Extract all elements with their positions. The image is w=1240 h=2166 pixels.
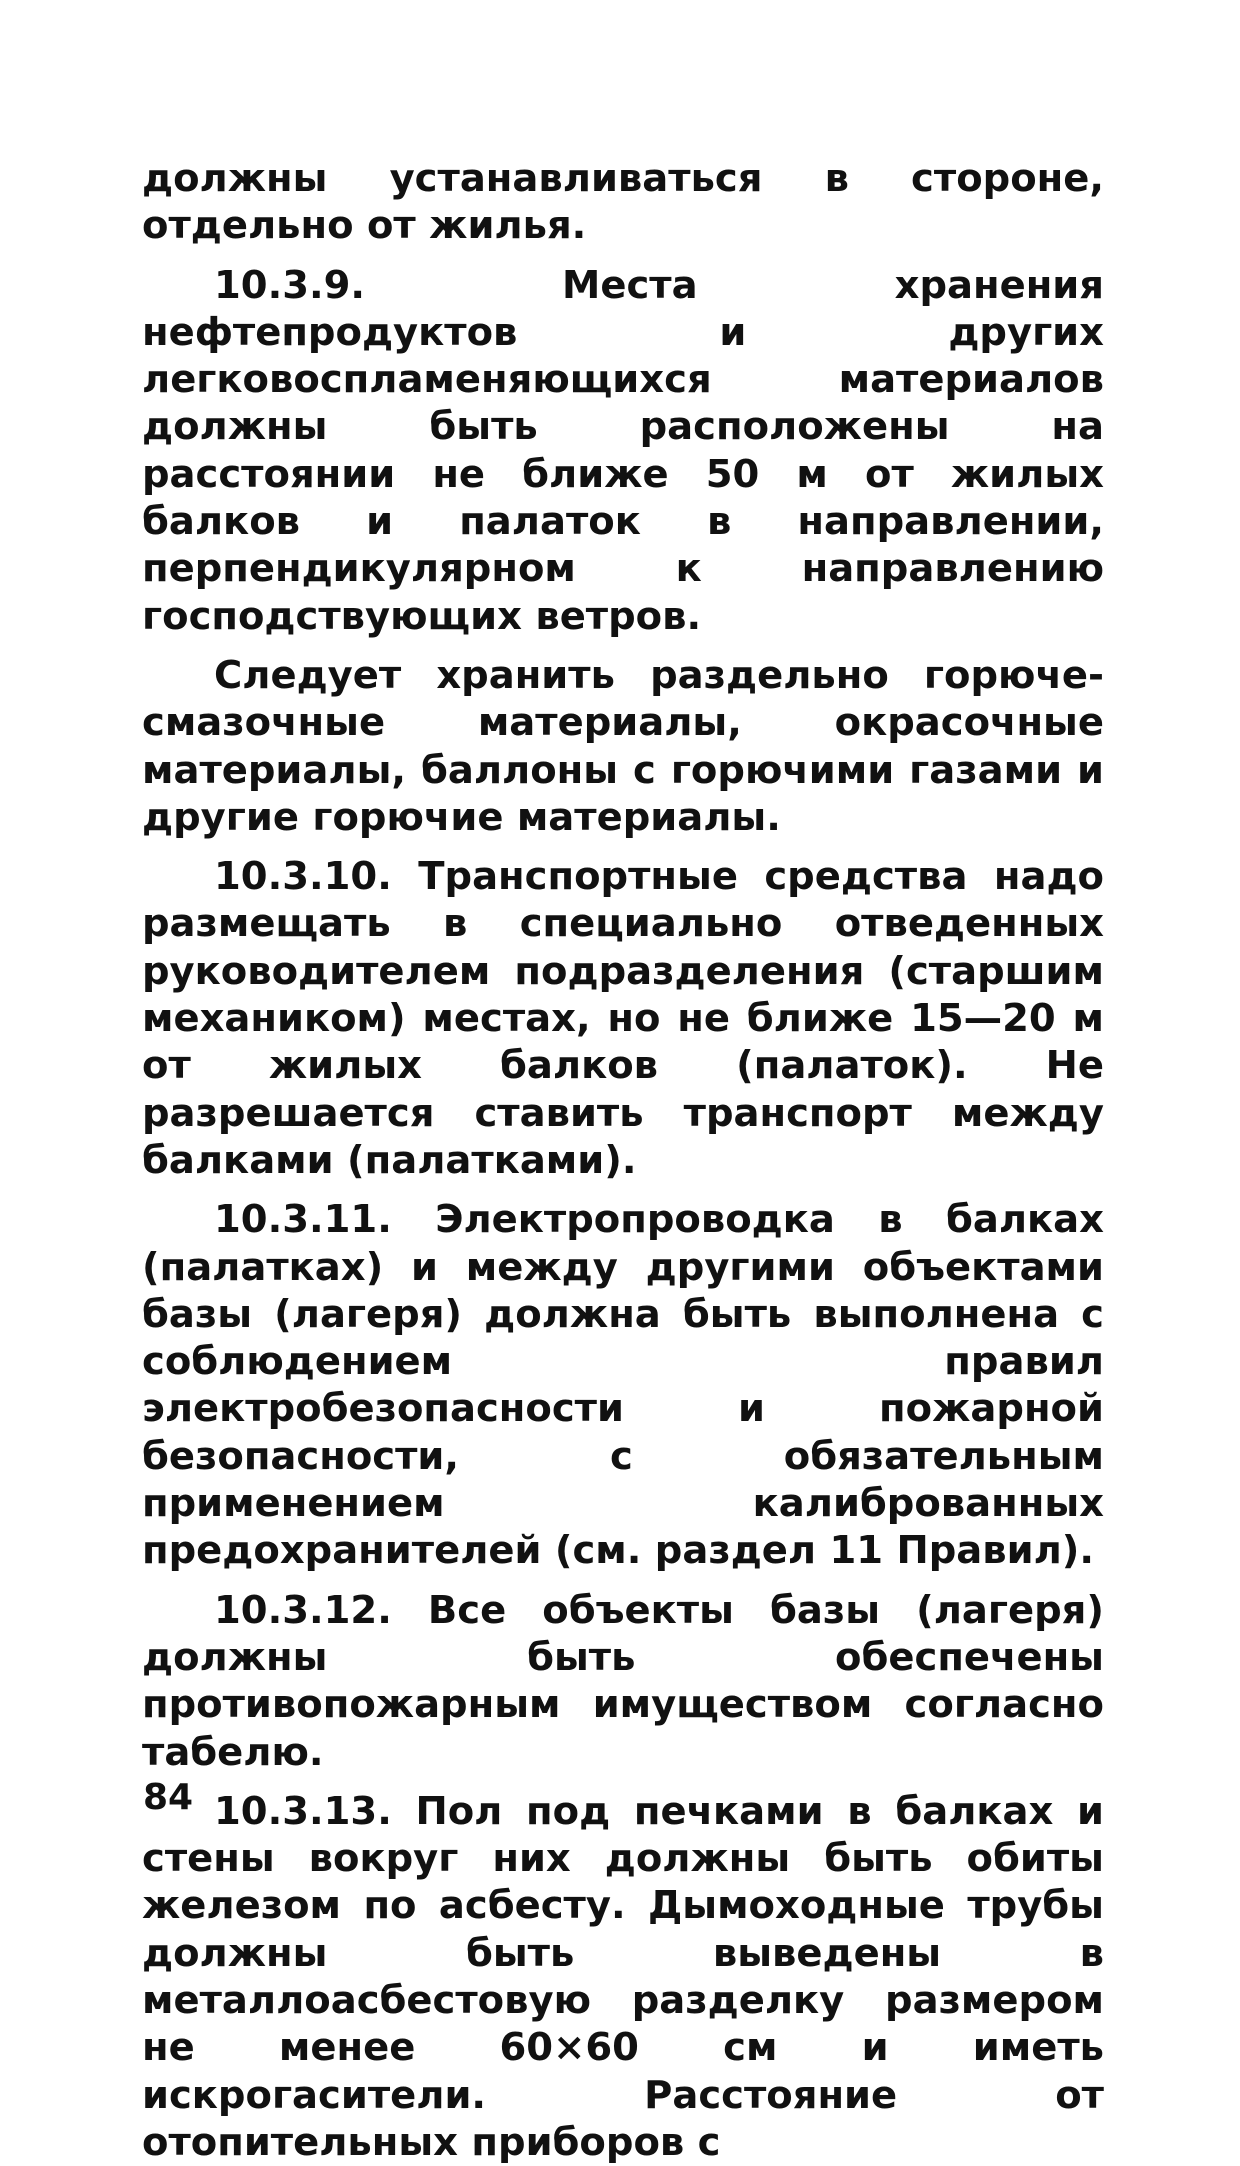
paragraph-continuation: должны устанавливаться в стороне, отдельно от жилья. [142, 156, 1104, 249]
paragraph-10-3-10: 10.3.10. Транспортные средства надо размещать в специально отведенных руководителем подразделения (старшим механиком) местах, но не ближе 15—20 м от жилых балков (палаток). Не разрешается ставить транспорт между балками (палатками). [142, 854, 1104, 1183]
paragraph-10-3-11: 10.3.11. Электропроводка в балках (палатках) и между другими объектами базы (лагеря) должна быть выполнена с соблюдением правил электробезопасности и пожарной безопасности, с обязательным применением калиброванных предохранителей (см. раздел 11 Правил). [142, 1197, 1104, 1574]
page-body [142, 155, 1104, 2166]
paragraph-10-3-9: 10.3.9. Места хранения нефтепродуктов и других легковоспламеняющихся материалов должны быть расположены на расстоянии не ближе 50 м от жилых балков и палаток в направлении, перпендикулярном к направлению господствующих ветров. [142, 262, 1104, 639]
paragraph-10-3-13: 10.3.13. Пол под печками в балках и стены вокруг них должны быть обиты железом по асбесту. Дымоходные трубы должны быть выведены в металлоасбестовую разделку размером не менее 60×60 см и иметь искрогасители. Расстояние от отопительных приборов с [142, 1788, 1104, 2165]
paragraph-10-3-12: 10.3.12. Все объекты базы (лагеря) должны быть обеспечены противопожарным имуществом согласно табелю. [142, 1587, 1104, 1775]
paragraph-storage: Следует хранить раздельно горюче-смазочные материалы, окрасочные материалы, баллоны с горючими газами и другие горючие материалы. [142, 652, 1104, 840]
page-number: 84 [143, 1777, 194, 1818]
